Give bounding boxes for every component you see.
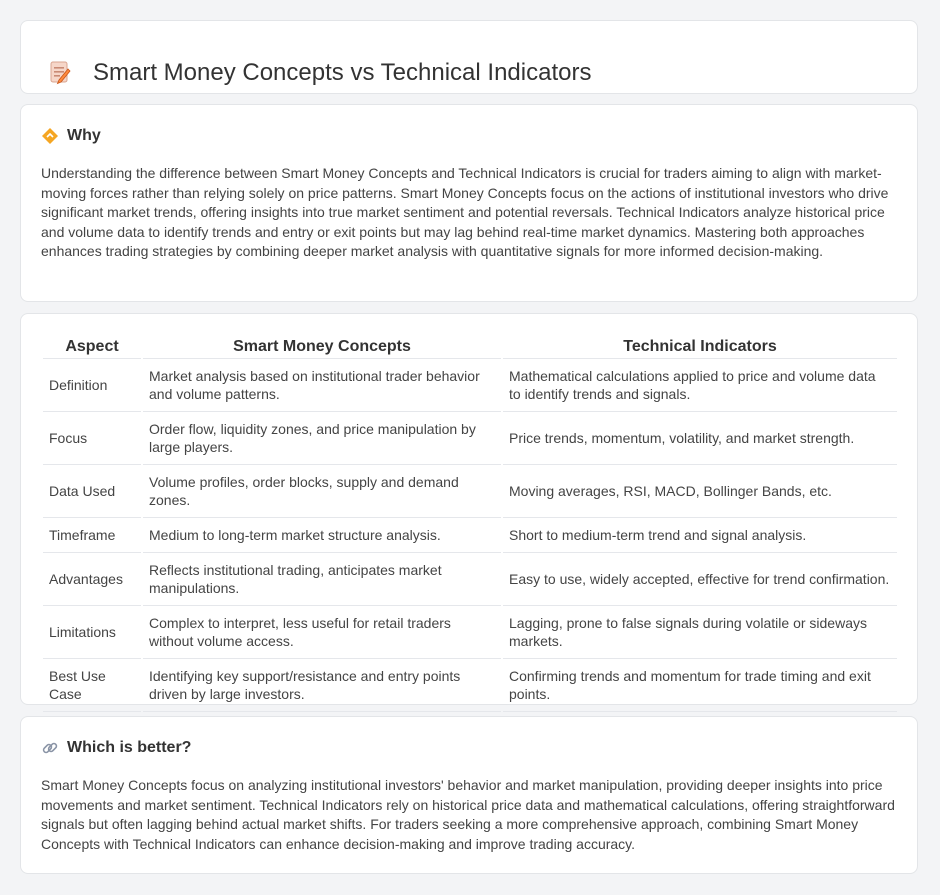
row-technical: Moving averages, RSI, MACD, Bollinger Bands, etc. [503, 465, 897, 518]
row-aspect: Focus [43, 412, 141, 465]
row-technical: Confirming trends and momentum for trade timing and exit points. [503, 659, 897, 712]
row-technical: Lagging, prone to false signals during volatile or sideways markets. [503, 606, 897, 659]
row-technical: Short to medium-term trend and signal analysis. [503, 518, 897, 553]
which-better-body: Smart Money Concepts focus on analyzing institutional investors' behavior and market manipulation, providing deeper insights into price movements and market sentiment. Technical Indicators rely on historical price data and mathematical calculations, offering straightforward signals but often lagging behind actual market shifts. For traders seeking a more comprehensive approach, combining Smart Money Concepts with Technical Indicators can enhance decision-making and improve trading accuracy. [41, 777, 895, 852]
why-body: Understanding the difference between Smart Money Concepts and Technical Indicators is crucial for traders aiming to align with market-moving forces rather than relying solely on price patterns. Smart Money Concepts focus on the actions of institutional investors who drive significant market trends, offering insights into true market sentiment and potential reversals. Technical Indicators analyze historical price and volume data to identify trends and entry or exit points but may lag behind real-time market dynamics. Mastering both approaches enhances trading strategies by combining deeper market analysis with quantitative signals for more informed decision-making. [41, 165, 889, 259]
row-aspect: Definition [43, 359, 141, 412]
row-aspect: Timeframe [43, 518, 141, 553]
table-row [43, 553, 897, 606]
table-row [43, 606, 897, 659]
link-icon [41, 739, 59, 757]
row-smart-money: Order flow, liquidity zones, and price manipulation by large players. [143, 412, 501, 465]
which-better-section [20, 716, 918, 874]
comparison-card [20, 313, 918, 705]
diamond-sign-icon [41, 127, 59, 145]
row-smart-money: Complex to interpret, less useful for retail traders without volume access. [143, 606, 501, 659]
header-card [20, 20, 918, 94]
page-title: Smart Money Concepts vs Technical Indicators [93, 59, 592, 87]
row-aspect: Best Use Case [43, 659, 141, 712]
row-smart-money: Volume profiles, order blocks, supply and demand zones. [143, 465, 501, 518]
row-aspect: Limitations [43, 606, 141, 659]
header-technical: Technical Indicators [503, 336, 897, 359]
table-row [43, 359, 897, 412]
table-row [43, 518, 897, 553]
row-technical: Price trends, momentum, volatility, and market strength. [503, 412, 897, 465]
table-row [43, 659, 897, 712]
row-smart-money: Identifying key support/resistance and entry points driven by large investors. [143, 659, 501, 712]
table-header-row [43, 336, 897, 359]
row-aspect: Advantages [43, 553, 141, 606]
table-row [43, 465, 897, 518]
row-technical: Mathematical calculations applied to price and volume data to identify trends and signals. [503, 359, 897, 412]
document-pen-icon [45, 58, 75, 88]
why-title: Why [67, 127, 101, 144]
row-smart-money: Market analysis based on institutional trader behavior and volume patterns. [143, 359, 501, 412]
comparison-table [41, 336, 899, 712]
row-smart-money: Medium to long-term market structure analysis. [143, 518, 501, 553]
header-aspect: Aspect [43, 336, 141, 359]
which-better-title: Which is better? [67, 739, 192, 756]
table-row [43, 412, 897, 465]
row-aspect: Data Used [43, 465, 141, 518]
row-technical: Easy to use, widely accepted, effective for trend confirmation. [503, 553, 897, 606]
why-section [20, 104, 918, 302]
header-smart-money: Smart Money Concepts [143, 336, 501, 359]
row-smart-money: Reflects institutional trading, anticipates market manipulations. [143, 553, 501, 606]
